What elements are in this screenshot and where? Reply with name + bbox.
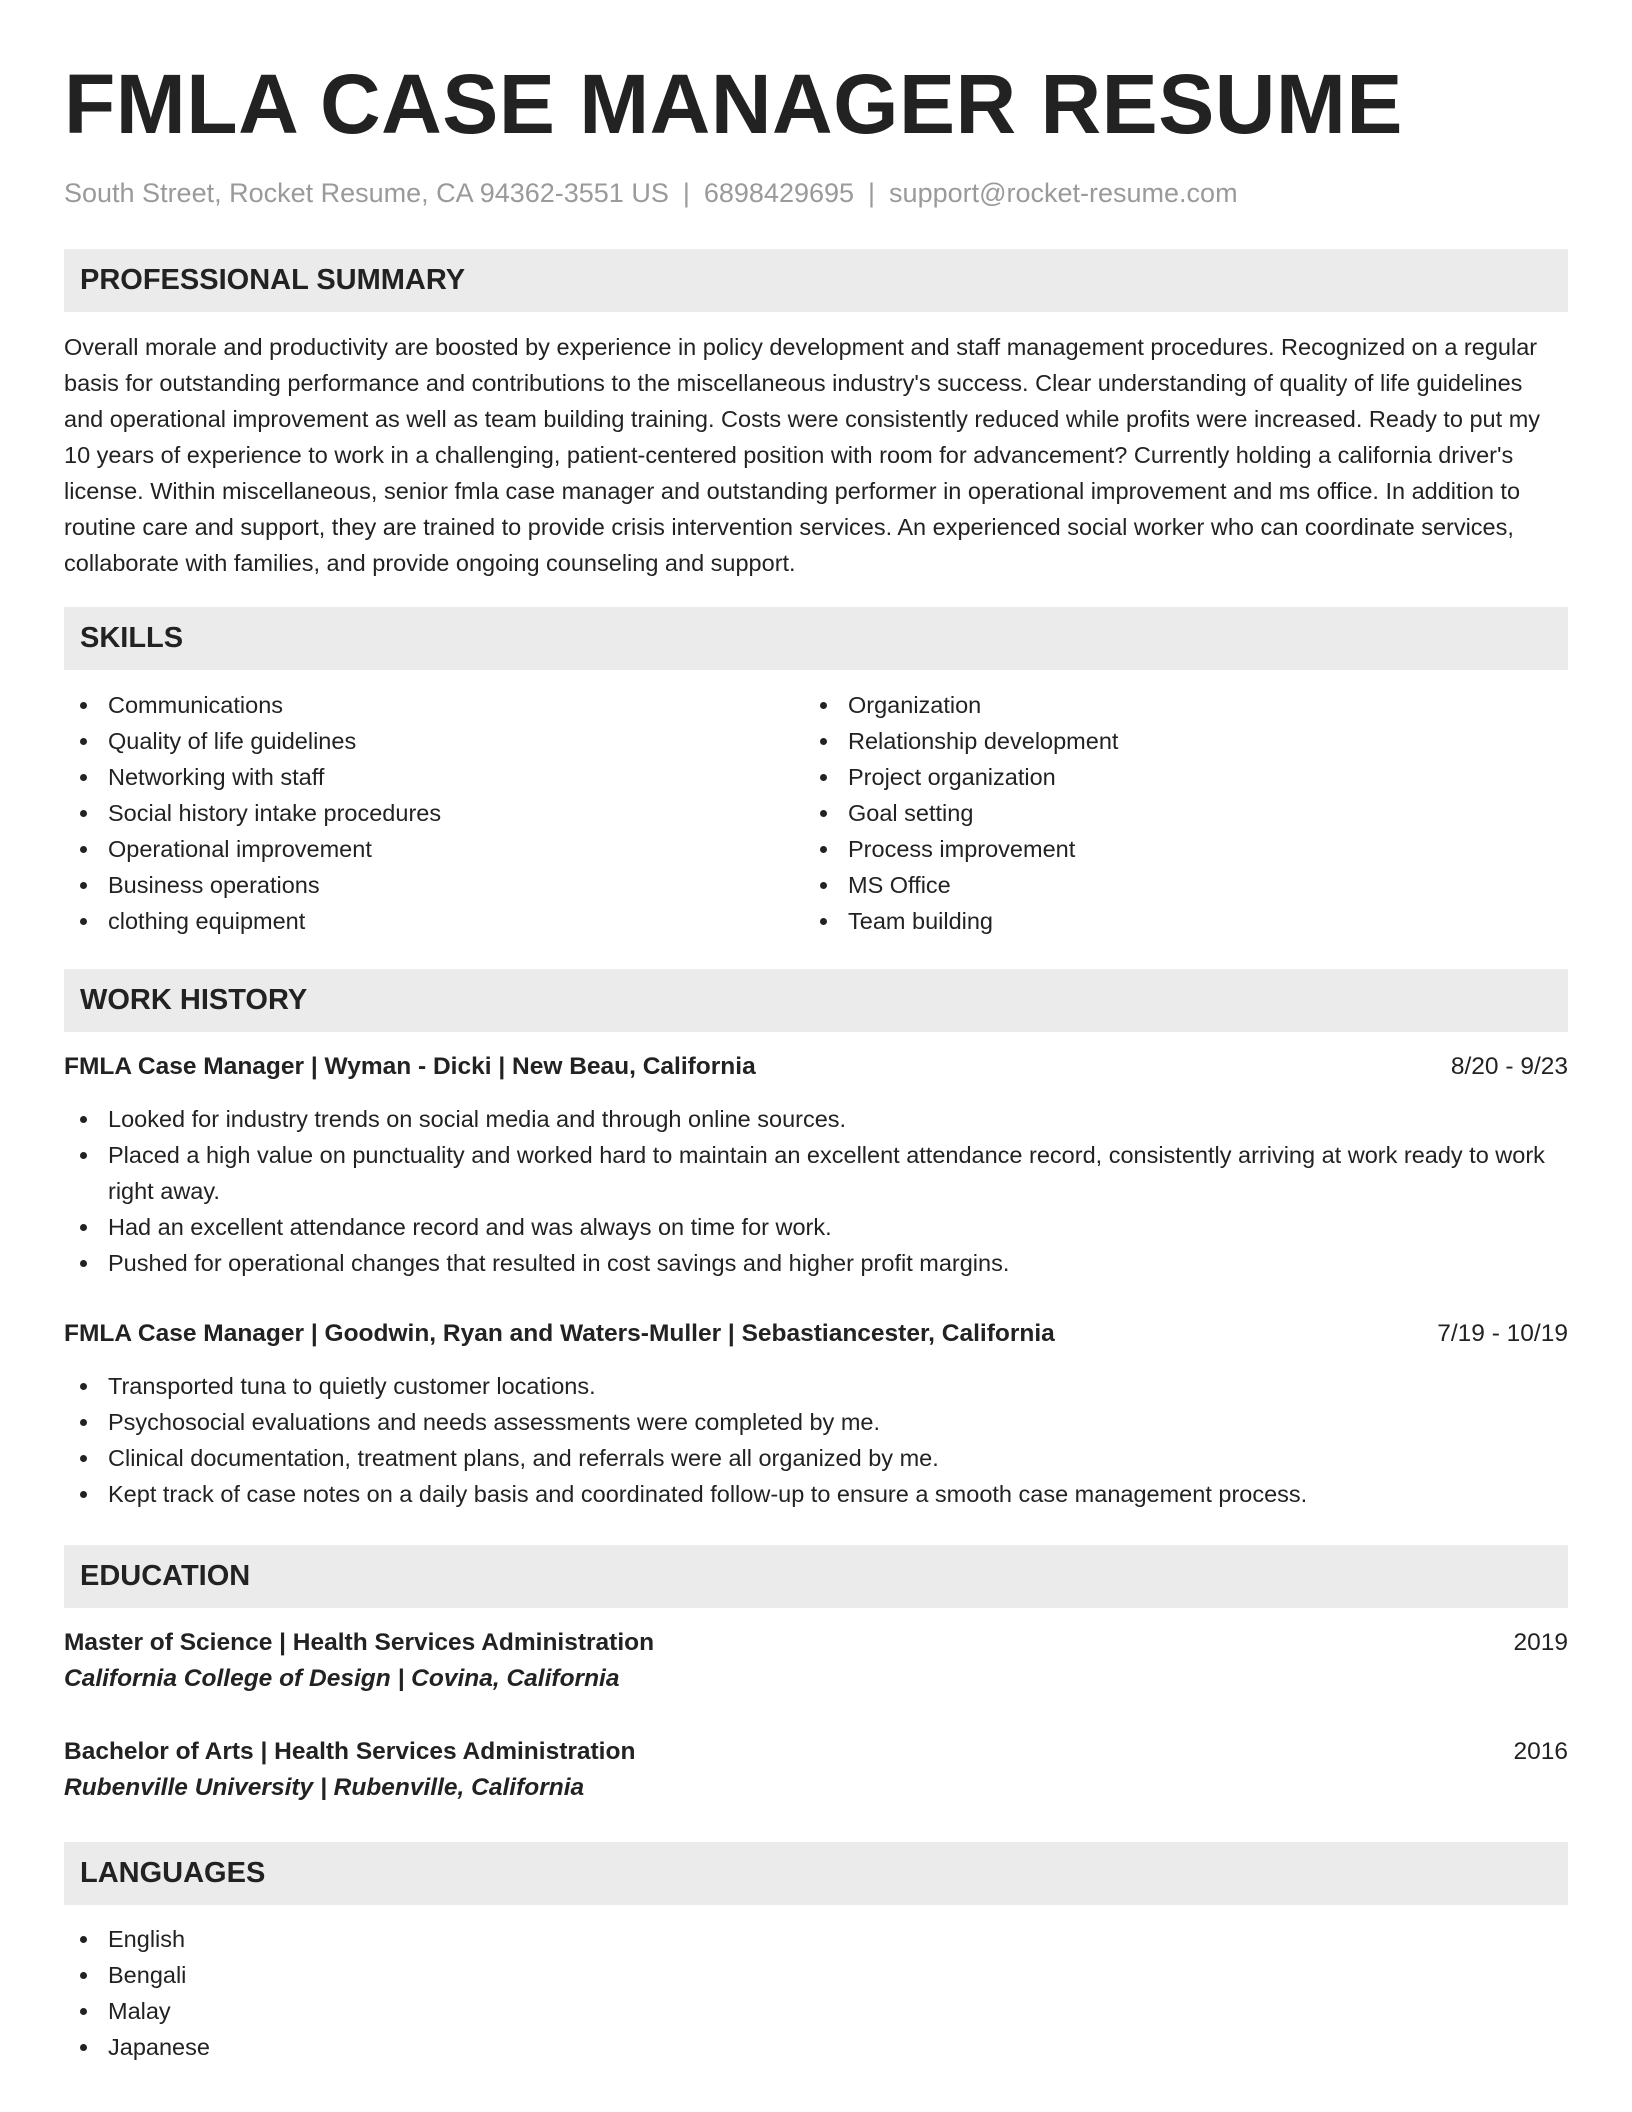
resume-title: FMLA CASE MANAGER RESUME xyxy=(64,57,1403,151)
skill-item: Goal setting xyxy=(804,795,1544,831)
language-item: Japanese xyxy=(64,2029,1568,2065)
education-degree: Bachelor of Arts | Health Services Administration xyxy=(64,1738,636,1765)
job-dates: 8/20 - 9/23 xyxy=(1450,1053,1568,1080)
contact-email: support@rocket-resume.com xyxy=(889,178,1238,208)
job-bullets xyxy=(64,1368,1568,1512)
job-entry xyxy=(64,1049,1568,1281)
job-title: FMLA Case Manager | Wyman - Dicki | New Beau, California xyxy=(64,1053,756,1080)
skill-item: Operational improvement xyxy=(64,831,804,867)
skill-item: Project organization xyxy=(804,759,1544,795)
education-header xyxy=(64,1625,1568,1661)
skill-item: Social history intake procedures xyxy=(64,795,804,831)
job-header xyxy=(64,1049,1568,1085)
skill-item: Business operations xyxy=(64,867,804,903)
job-bullet: Psychosocial evaluations and needs assessments were completed by me. xyxy=(64,1404,1568,1440)
skill-item: Quality of life guidelines xyxy=(64,723,804,759)
education-entry xyxy=(64,1734,1568,1806)
job-bullet: Had an excellent attendance record and was always on time for work. xyxy=(64,1209,1568,1245)
education-year: 2019 xyxy=(1513,1629,1568,1656)
language-item: Bengali xyxy=(64,1957,1568,1993)
job-bullet: Pushed for operational changes that resulted in cost savings and higher profit margins. xyxy=(64,1245,1568,1281)
job-dates: 7/19 - 10/19 xyxy=(1437,1320,1568,1347)
contact-line xyxy=(64,176,1568,210)
section-header-languages: LANGUAGES xyxy=(64,1842,1568,1905)
contact-separator: | xyxy=(682,178,690,208)
job-bullet: Kept track of case notes on a daily basis and coordinated follow-up to ensure a smooth case management process. xyxy=(64,1476,1568,1512)
skill-item: Organization xyxy=(804,687,1544,723)
skills-grid xyxy=(64,687,1568,939)
language-item: English xyxy=(64,1921,1568,1957)
section-header-skills: SKILLS xyxy=(64,607,1568,670)
skill-item: Relationship development xyxy=(804,723,1544,759)
skills-list-left xyxy=(64,687,804,939)
education-header xyxy=(64,1734,1568,1770)
contact-phone: 6898429695 xyxy=(703,178,855,208)
education-school: Rubenville University | Rubenville, California xyxy=(64,1774,585,1801)
skills-list-right xyxy=(804,687,1544,939)
skill-item: clothing equipment xyxy=(64,903,804,939)
job-entry xyxy=(64,1316,1568,1512)
contact-separator: | xyxy=(868,178,876,208)
contact-address: South Street, Rocket Resume, CA 94362-3551 US xyxy=(64,178,669,208)
languages-list xyxy=(64,1921,1568,2065)
section-header-summary: PROFESSIONAL SUMMARY xyxy=(64,249,1568,312)
education-year: 2016 xyxy=(1513,1738,1568,1765)
skill-item: Team building xyxy=(804,903,1544,939)
skill-item: Communications xyxy=(64,687,804,723)
job-bullet: Placed a high value on punctuality and worked hard to maintain an excellent attendance record, consistently arriving at work ready to work right away. xyxy=(64,1137,1568,1209)
education-school: California College of Design | Covina, California xyxy=(64,1665,620,1692)
job-bullet: Transported tuna to quietly customer locations. xyxy=(64,1368,1568,1404)
job-bullets xyxy=(64,1101,1568,1281)
language-item: Malay xyxy=(64,1993,1568,2029)
summary-text: Overall morale and productivity are boosted by experience in policy development and staff management procedures. Recognized on a regular basis for outstanding performance and contributions to the miscellaneous industry's success. Clear understanding of quality of life guidelines and operational improvement as well as team building training. Costs were consistently reduced while profits were increased. Ready to put my 10 years of experience to work in a challenging, patient-centered position with room for advancement? Currently holding a california driver's license. Within miscellaneous, senior fmla case manager and outstanding performer in operational improvement and ms office. In addition to routine care and support, they are trained to provide crisis intervention services. An experienced social worker who can coordinate services, collaborate with families, and provide ongoing counseling and support. xyxy=(64,334,1541,576)
skill-item: MS Office xyxy=(804,867,1544,903)
skill-item: Networking with staff xyxy=(64,759,804,795)
education-entry xyxy=(64,1625,1568,1697)
job-title: FMLA Case Manager | Goodwin, Ryan and Waters-Muller | Sebastiancester, California xyxy=(64,1320,1055,1347)
job-bullet: Looked for industry trends on social media and through online sources. xyxy=(64,1101,1568,1137)
job-bullet: Clinical documentation, treatment plans, and referrals were all organized by me. xyxy=(64,1440,1568,1476)
education-degree: Master of Science | Health Services Administration xyxy=(64,1629,655,1656)
section-header-education: EDUCATION xyxy=(64,1545,1568,1608)
skill-item: Process improvement xyxy=(804,831,1544,867)
job-header xyxy=(64,1316,1568,1352)
section-header-work-history: WORK HISTORY xyxy=(64,969,1568,1032)
